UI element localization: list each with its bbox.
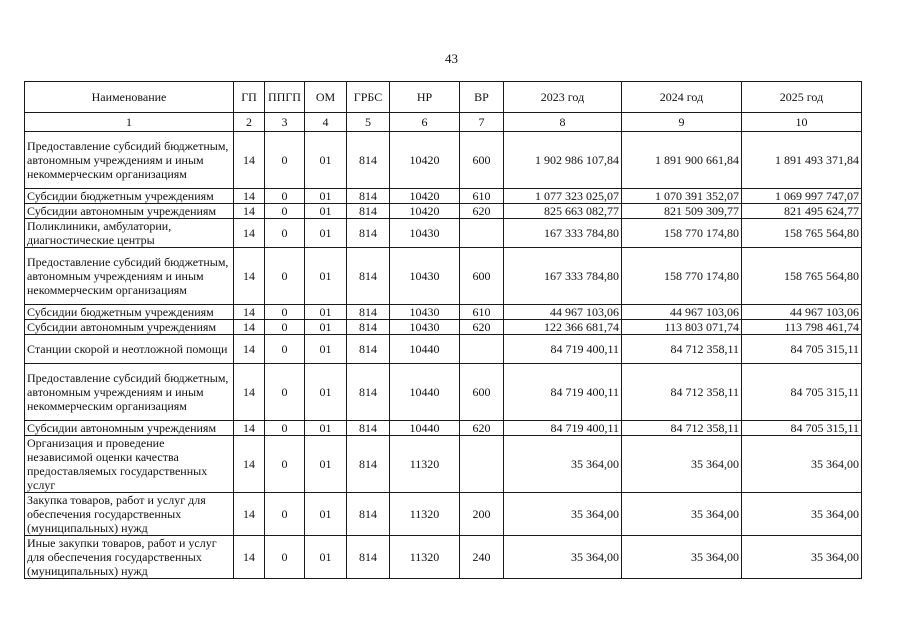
amount-2025: 44 967 103,06 [742, 305, 862, 320]
row-name: Организация и проведение независимой оценки качества предоставляемых государственных услуг [25, 436, 234, 493]
om-cell: 01 [305, 436, 347, 493]
gp-cell: 14 [234, 421, 265, 436]
column-number: 1 [25, 113, 234, 132]
header-cell: НР [390, 82, 460, 113]
ppgp-cell: 0 [265, 132, 305, 189]
column-number: 3 [265, 113, 305, 132]
amount-2024: 158 770 174,80 [622, 248, 742, 305]
header-cell: 2024 год [622, 82, 742, 113]
page-number: 43 [445, 51, 458, 66]
amount-2024: 44 967 103,06 [622, 305, 742, 320]
amount-2024: 35 364,00 [622, 436, 742, 493]
ppgp-cell: 0 [265, 536, 305, 579]
vr-cell: 610 [460, 305, 504, 320]
row-name: Субсидии бюджетным учреждениям [25, 305, 234, 320]
table-row [25, 305, 862, 320]
gp-cell: 14 [234, 132, 265, 189]
grbs-cell: 814 [347, 132, 390, 189]
header-cell: Наименование [25, 82, 234, 113]
row-name: Субсидии автономным учреждениям [25, 204, 234, 219]
amount-2025: 84 705 315,11 [742, 364, 862, 421]
nr-cell: 10420 [390, 189, 460, 204]
gp-cell: 14 [234, 364, 265, 421]
amount-2024: 84 712 358,11 [622, 364, 742, 421]
budget-table [24, 81, 862, 579]
column-number: 10 [742, 113, 862, 132]
ppgp-cell: 0 [265, 493, 305, 536]
amount-2025: 84 705 315,11 [742, 421, 862, 436]
table-row [25, 132, 862, 189]
column-number: 9 [622, 113, 742, 132]
table-row [25, 421, 862, 436]
header-cell: ОМ [305, 82, 347, 113]
gp-cell: 14 [234, 320, 265, 335]
row-name: Закупка товаров, работ и услуг для обеспечения государственных (муниципальных) нужд [25, 493, 234, 536]
table-row [25, 219, 862, 248]
amount-2023: 167 333 784,80 [504, 219, 622, 248]
ppgp-cell: 0 [265, 436, 305, 493]
nr-cell: 10430 [390, 305, 460, 320]
gp-cell: 14 [234, 248, 265, 305]
gp-cell: 14 [234, 204, 265, 219]
table-row [25, 536, 862, 579]
row-name: Поликлиники, амбулатории, диагностические центры [25, 219, 234, 248]
om-cell: 01 [305, 248, 347, 305]
amount-2024: 1 070 391 352,07 [622, 189, 742, 204]
amount-2024: 821 509 309,77 [622, 204, 742, 219]
column-number: 6 [390, 113, 460, 132]
amount-2025: 1 891 493 371,84 [742, 132, 862, 189]
amount-2024: 84 712 358,11 [622, 421, 742, 436]
amount-2023: 1 902 986 107,84 [504, 132, 622, 189]
nr-cell: 10440 [390, 421, 460, 436]
table-body [25, 132, 862, 579]
vr-cell: 600 [460, 248, 504, 305]
amount-2023: 44 967 103,06 [504, 305, 622, 320]
ppgp-cell: 0 [265, 204, 305, 219]
gp-cell: 14 [234, 219, 265, 248]
row-name: Предоставление субсидий бюджетным, автономным учреждениям и иным некоммерческим организациям [25, 364, 234, 421]
row-name: Субсидии автономным учреждениям [25, 320, 234, 335]
header-cell: ГП [234, 82, 265, 113]
gp-cell: 14 [234, 493, 265, 536]
table-row [25, 364, 862, 421]
gp-cell: 14 [234, 335, 265, 364]
ppgp-cell: 0 [265, 335, 305, 364]
row-name: Предоставление субсидий бюджетным, автономным учреждениям и иным некоммерческим организациям [25, 248, 234, 305]
amount-2024: 35 364,00 [622, 536, 742, 579]
amount-2024: 1 891 900 661,84 [622, 132, 742, 189]
nr-cell: 10430 [390, 219, 460, 248]
column-number: 5 [347, 113, 390, 132]
gp-cell: 14 [234, 536, 265, 579]
nr-cell: 11320 [390, 536, 460, 579]
om-cell: 01 [305, 204, 347, 219]
grbs-cell: 814 [347, 536, 390, 579]
table-row [25, 189, 862, 204]
vr-cell: 620 [460, 204, 504, 219]
row-name: Субсидии бюджетным учреждениям [25, 189, 234, 204]
table-row [25, 335, 862, 364]
vr-cell [460, 335, 504, 364]
table-row [25, 248, 862, 305]
vr-cell: 620 [460, 421, 504, 436]
om-cell: 01 [305, 132, 347, 189]
om-cell: 01 [305, 305, 347, 320]
vr-cell: 620 [460, 320, 504, 335]
amount-2025: 158 765 564,80 [742, 219, 862, 248]
amount-2025: 84 705 315,11 [742, 335, 862, 364]
grbs-cell: 814 [347, 204, 390, 219]
amount-2025: 35 364,00 [742, 436, 862, 493]
amount-2023: 35 364,00 [504, 536, 622, 579]
column-number-row [25, 113, 862, 132]
header-row [25, 82, 862, 113]
nr-cell: 11320 [390, 493, 460, 536]
table-row [25, 493, 862, 536]
grbs-cell: 814 [347, 320, 390, 335]
om-cell: 01 [305, 189, 347, 204]
grbs-cell: 814 [347, 436, 390, 493]
amount-2024: 35 364,00 [622, 493, 742, 536]
header-cell: 2025 год [742, 82, 862, 113]
om-cell: 01 [305, 421, 347, 436]
row-name: Иные закупки товаров, работ и услуг для обеспечения государственных (муниципальных) нужд [25, 536, 234, 579]
amount-2025: 113 798 461,74 [742, 320, 862, 335]
amount-2023: 35 364,00 [504, 493, 622, 536]
grbs-cell: 814 [347, 335, 390, 364]
om-cell: 01 [305, 219, 347, 248]
nr-cell: 10430 [390, 248, 460, 305]
nr-cell: 10420 [390, 204, 460, 219]
ppgp-cell: 0 [265, 421, 305, 436]
amount-2023: 84 719 400,11 [504, 364, 622, 421]
grbs-cell: 814 [347, 364, 390, 421]
column-number: 7 [460, 113, 504, 132]
om-cell: 01 [305, 536, 347, 579]
amount-2024: 84 712 358,11 [622, 335, 742, 364]
amount-2025: 821 495 624,77 [742, 204, 862, 219]
grbs-cell: 814 [347, 493, 390, 536]
vr-cell: 200 [460, 493, 504, 536]
grbs-cell: 814 [347, 189, 390, 204]
grbs-cell: 814 [347, 248, 390, 305]
nr-cell: 10440 [390, 364, 460, 421]
grbs-cell: 814 [347, 421, 390, 436]
nr-cell: 10420 [390, 132, 460, 189]
amount-2025: 1 069 997 747,07 [742, 189, 862, 204]
amount-2023: 825 663 082,77 [504, 204, 622, 219]
column-number: 4 [305, 113, 347, 132]
vr-cell [460, 436, 504, 493]
amount-2025: 158 765 564,80 [742, 248, 862, 305]
nr-cell: 10430 [390, 320, 460, 335]
vr-cell: 600 [460, 132, 504, 189]
amount-2024: 113 803 071,74 [622, 320, 742, 335]
amount-2023: 84 719 400,11 [504, 335, 622, 364]
column-number: 8 [504, 113, 622, 132]
row-name: Предоставление субсидий бюджетным, автономным учреждениям и иным некоммерческим организациям [25, 132, 234, 189]
column-number: 2 [234, 113, 265, 132]
amount-2023: 1 077 323 025,07 [504, 189, 622, 204]
vr-cell [460, 219, 504, 248]
row-name: Станции скорой и неотложной помощи [25, 335, 234, 364]
om-cell: 01 [305, 364, 347, 421]
ppgp-cell: 0 [265, 219, 305, 248]
header-cell: 2023 год [504, 82, 622, 113]
vr-cell: 240 [460, 536, 504, 579]
header-cell: ГРБС [347, 82, 390, 113]
grbs-cell: 814 [347, 219, 390, 248]
vr-cell: 610 [460, 189, 504, 204]
gp-cell: 14 [234, 189, 265, 204]
ppgp-cell: 0 [265, 364, 305, 421]
amount-2023: 35 364,00 [504, 436, 622, 493]
om-cell: 01 [305, 493, 347, 536]
gp-cell: 14 [234, 436, 265, 493]
amount-2023: 84 719 400,11 [504, 421, 622, 436]
table-row [25, 204, 862, 219]
gp-cell: 14 [234, 305, 265, 320]
nr-cell: 10440 [390, 335, 460, 364]
table-row [25, 436, 862, 493]
amount-2025: 35 364,00 [742, 536, 862, 579]
header-cell: ВР [460, 82, 504, 113]
ppgp-cell: 0 [265, 248, 305, 305]
grbs-cell: 814 [347, 305, 390, 320]
vr-cell: 600 [460, 364, 504, 421]
header-cell: ППГП [265, 82, 305, 113]
ppgp-cell: 0 [265, 305, 305, 320]
nr-cell: 11320 [390, 436, 460, 493]
ppgp-cell: 0 [265, 320, 305, 335]
amount-2024: 158 770 174,80 [622, 219, 742, 248]
amount-2023: 122 366 681,74 [504, 320, 622, 335]
om-cell: 01 [305, 335, 347, 364]
row-name: Субсидии автономным учреждениям [25, 421, 234, 436]
table-row [25, 320, 862, 335]
amount-2025: 35 364,00 [742, 493, 862, 536]
om-cell: 01 [305, 320, 347, 335]
amount-2023: 167 333 784,80 [504, 248, 622, 305]
ppgp-cell: 0 [265, 189, 305, 204]
